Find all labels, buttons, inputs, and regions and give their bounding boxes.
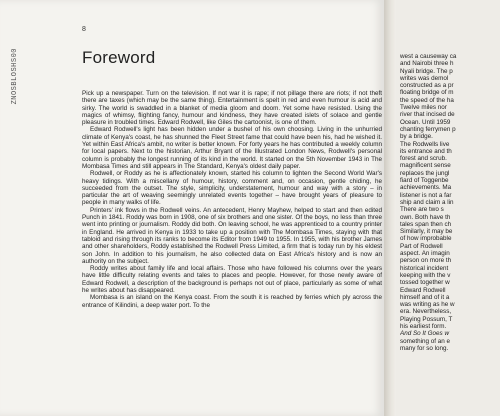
right-page-line: era. Nevertheless, [400, 308, 452, 316]
right-page-line: tossed together w [400, 279, 450, 287]
right-page-line: forest and scrub. [400, 155, 447, 163]
right-page-line: of how improbable [400, 235, 452, 243]
paragraph: Printers' ink flows in the Rodwell veins. An antecedent, Henry Mayhew, helped to start and then edited Punch in 1841. Roddy was born in 1908, one of six brothers and one sister. Of the boys, no less than three went into printing or journalism. Roddy did both. On leaving school, he was apprenticed to a country printer in England. He arrived in Kenya in 1933 to take up a position with The Mombasa Times, staying with that tabloid and rising through its ranks to become its Editor from 1949 to 1955. In 1955, with his brother James and other shareholders, Roddy established the Rodwell Press Limited, a firm that is today run by his eldest son John. In addition to his journalism, he also collected data on East Africa's history and is now an authority on the subject. [82, 206, 382, 265]
right-page-line: himself and of it a [400, 293, 450, 301]
right-page-line: listener is not a far [400, 191, 452, 199]
right-page-line: west a causeway ca [400, 53, 457, 60]
right-page-line: Part of Rodwell [400, 242, 443, 250]
right-page-line: Similarly, it may be [400, 228, 453, 236]
right-page-line: writes was demol [400, 74, 449, 82]
right-page-line: Edward Rodwell [400, 286, 446, 294]
right-page-line: ship and claim a lin [400, 198, 454, 206]
right-page-line: its entrance and th [400, 147, 452, 155]
right-page-line: There are two s [400, 206, 444, 214]
page-number: 8 [82, 26, 86, 33]
right-page-line: own. Both have th [400, 213, 451, 221]
right-page-line: something of an e [400, 337, 451, 345]
right-page-line: chanting ferrymen p [400, 125, 456, 133]
right-page-line: by a bridge. [400, 133, 433, 141]
paragraph: Roddy writes about family life and local affairs. Those who have followed his columns over the years have little difficulty relating events and tales to places and people. However, for those newly aware of Edward Rodwell, a description of the background is perhaps not out of place, particularly as some of what he writes about has disappeared. [82, 265, 382, 295]
right-page-line: fiard of Toggenbe [400, 177, 449, 185]
margin-code: ZNOSBLOSHS00 [11, 48, 19, 105]
paragraph: Mombasa is an island on the Kenya coast. From the south it is reached by ferries which ply across the entrance of Kilindini, a deep water port. To the [82, 294, 382, 309]
right-page-line: historical incident [400, 264, 449, 272]
right-page-line: was writing as he w [400, 301, 455, 309]
right-page-line: The Rodwells live [400, 140, 450, 148]
paragraph: Edward Rodwell's light has been hidden under a bushel of his own choosing. Living in the unhurried climate of Kenya's coast, he has shunned the Fleet Street fame that could have been his, had he wished it. Yet within East Africa's ambit, no writer is better known. For forty years he has contributed a weekly column for local papers. Next to the historian, Arthur Bryant of the Illustrated London News, Rodwell's personal column is probably the longest running of its kind in the world. It started on the 5th November 1943 in The Mombasa Times and still appears in The Standard, Kenya's oldest daily paper. [82, 126, 382, 170]
paragraph: Pick up a newspaper. Turn on the television. If not war it is rape; if not pillage there are riots; if not theft there are taxes (which may be the same thing). Entertainment is spelt in red and even humour is acid and sirky. The world is swaddled in a blanket of media gloom and doom. Yet some have resisted. Using the magics of whimsy, flighting fancy, humour and kindness, they have created islets of solace and gentle pleasure in troubled times. Edward Rodwell, like Giles the cartoonist, is one of them. [82, 90, 382, 127]
right-page-line: Playing Possum, T [400, 315, 453, 323]
right-body-text [400, 53, 500, 352]
right-page-line: many for so long. [400, 344, 449, 352]
right-page-line: achievements. Ma [400, 184, 452, 192]
book-gutter [384, 0, 396, 416]
right-page-line: person on more th [400, 257, 452, 265]
right-page-line: river that incised de [400, 111, 455, 119]
left-body-text [82, 90, 382, 309]
paragraph: Rodwell, or Roddy as he is affectionately known, started his column to lighten the Second World War's heavy tidings. With a miscellany of humour, history, comment and, on occasion, gentle chiding, he succeeded from the outset. The style, simplicity, understatement, humour and way with a story – in particular the art of weaving seemingly unrelated events together – have brought years of pleasure to people in many walks of life. [82, 170, 382, 207]
right-page-line: constructed as a pr [400, 82, 454, 90]
page-title: Foreword [82, 48, 156, 67]
right-page-line: keeping with the v [400, 271, 451, 279]
right-page-line: his earliest form. [400, 322, 447, 330]
right-page-line: replaces the jungl [400, 169, 450, 177]
right-page-line: And So It Goes w [400, 330, 450, 338]
right-page-line: and Nairobi three h [400, 60, 454, 68]
right-page-line: the speed of the ha [400, 96, 454, 104]
right-page-line: Nyali bridge. The p [400, 67, 453, 75]
right-page-line: tales span then ch [400, 220, 452, 228]
right-page-line: aspect. An imagin [400, 250, 450, 258]
right-page-line: Ocean. Until 1959 [400, 118, 451, 126]
right-page-line: floating bridge of m [400, 89, 454, 97]
right-page-line: Twelve miles nor [400, 104, 447, 112]
right-page-line: magnificent sense [400, 162, 451, 170]
